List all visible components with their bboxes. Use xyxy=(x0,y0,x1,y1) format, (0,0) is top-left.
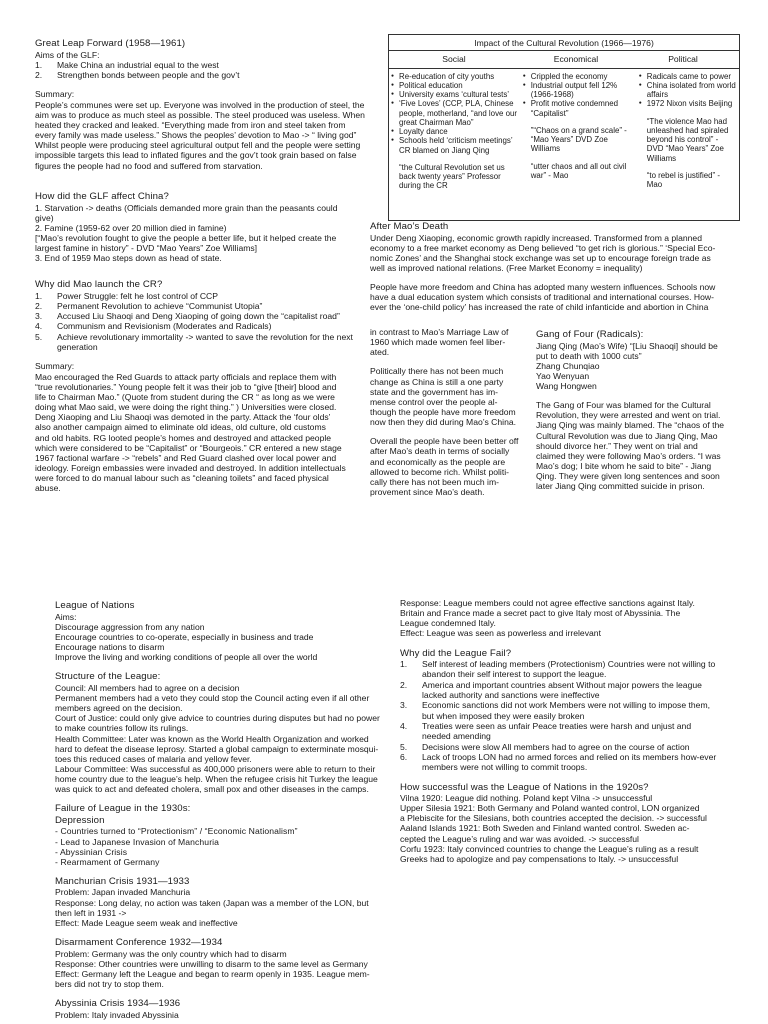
structure-heading: Structure of the League: xyxy=(55,671,161,683)
league-section xyxy=(55,600,400,1020)
why-cr-heading: Why did Mao launch the CR? xyxy=(35,279,163,290)
list-item: ● Crippled the economy xyxy=(523,72,635,81)
list-item: ● 1972 Nixon visits Beijing xyxy=(639,99,737,108)
list-item: 6. Lack of troops LON had no armed forces and relied on its members how-ever members were not willing to commit troops. xyxy=(400,751,717,773)
manchurian-text: Problem: Japan invaded Manchuria Response: Long delay, no action was taken (Japan was a member of the LON, but then left in 1931 -> Effect: Made League seem weak and ineffective xyxy=(55,887,369,928)
column-header-political: Political xyxy=(668,54,698,65)
list-item: ● Loyalty dance xyxy=(391,127,519,136)
gang-of-four-heading: Gang of Four (Radicals): xyxy=(536,329,644,340)
economical-column xyxy=(521,69,637,191)
glf-summary: People’s communes were set up. Everyone was involved in the production of steel, the aim was to produce as much steel as possible. The steel produced was useless. When heated they cracked and leaked. “Everything made from iron and steel taken from every family was made useless.” Shows the peoples’ devotion to Mao -> “ living god” Whilst people were producing steel agricultural output fell and the people were setting impossible targets this lead to inflated figures and the gov’t took grain based on false figures the people had no food and suffered from starvation. xyxy=(35,99,365,171)
list-item: ● Radicals came to power xyxy=(639,72,737,81)
list-item: ● ‘Five Loves’ (CCP, PLA, Chinese people, motherland, “and love our great Chairman Mao” xyxy=(391,99,519,127)
impact-table xyxy=(388,34,740,221)
gang-of-four-section xyxy=(536,329,741,491)
abyssinia-response: Response: League members could not agree effective sanctions against Italy. Britain and France made a secret pact to give Italy most of Abyssinia. The League condemned Italy. Effect: League was seen as powerless and irrelevant xyxy=(400,598,695,639)
glf-aims-label: Aims of the GLF: xyxy=(35,49,100,60)
why-fail-list xyxy=(400,659,720,772)
why-cr-list xyxy=(35,291,385,353)
why-cr-summary: Mao encouraged the Red Guards to attack party officials and replace them with “true revolutionaries.” Young people felt it was their job to “give [their] blood and life to Chairman Mao.” (Quote from student during the CR “ as long as we were doing what Mao said, we were doing the right thing.” ) Universities were closed. Deng Xiaoping and Liu Shaoqi was demoted in the party. Attack the ‘four olds’ also another campaign aimed to eliminate old ideas, old culture, old customs and old habits. RG looted people’s homes and destroyed and attacked people which were considered to be “Capitalist” or “Bourgeois.” CR entered a new stage 1967 factional warfare -> “rebels” and Red Guard clashed over local power and ideology. Foreign embassies were invaded and destroyed. In addition intellectuals were forced to do manual labour such as “cleaning toilets” and faced physical abuse. xyxy=(35,371,346,494)
list-item: ● Industrial output fell 12% (1966-1968) xyxy=(523,81,635,100)
glf-affect-text: 1. Starvation -> deaths (Officials demanded more grain than the peasants could give) 2. Famine (1959-62 over 20 million died in famine) [“Mao’s revolution fought to give the people a better life, but it helped create the largest famine in history” - DVD “Mao Years” Zoe Williams] 3. End of 1959 Mao steps down as head of state. xyxy=(35,202,338,264)
glf-affect-heading: How did the GLF affect China? xyxy=(35,191,169,202)
column-header-economical: Economical xyxy=(553,54,599,65)
after-mao-heading: After Mao’s Death xyxy=(370,221,449,232)
list-item: 1. Make China an industrial equal to the west xyxy=(35,59,219,70)
list-item: ● Schools held ‘criticism meetings’ CR blamed on Jiang Qing xyxy=(391,136,519,155)
list-item: 1. Power Struggle: felt he lost control of CCP xyxy=(35,290,218,301)
disarmament-text: Problem: Germany was the only country which had to disarm Response: Other countries were unwilling to disarm to the same level as Germany Effect: Germany left the League and began to rearm openly in 1935. League mem- bers did not try to stop them. xyxy=(55,948,370,989)
glf-affect-section xyxy=(35,191,375,263)
list-item: 2. America and important countries absent Without major powers the league lacked authority and sanctions were ineffective xyxy=(400,679,702,700)
list-item: 4. Communism and Revisionism (Moderates and Radicals) xyxy=(35,321,272,332)
failure-list: - Countries turned to “Protectionism” / “Economic Nationalism” - Lead to Japanese Invasion of Manchuria - Abyssinian Crisis - Rearmament of Germany xyxy=(55,826,298,867)
list-item: ● Political education xyxy=(391,81,519,90)
impact-table-title: Impact of the Cultural Revolution (1966—1976) xyxy=(389,35,739,51)
social-column xyxy=(389,69,521,191)
glf-title: Great Leap Forward (1958—1961) xyxy=(35,38,186,49)
after-mao-para-1: Under Deng Xiaoping, economic growth rapidly increased. Transformed from a planned economy to a free market economy as Deng believed “to get rich is glorious.” ‘Special Eco- nomic Zones’ and the Shanghai stock exchange was set up to encourage foreign trade as well as improved national relations. (Free Market Economy = inequality) xyxy=(370,232,716,273)
list-item: ● University exams ‘cultural tests’ xyxy=(391,90,519,99)
list-item: 2. Permanent Revolution to achieve “Communist Utopia” xyxy=(35,300,263,311)
failure-heading: Failure of League in the 1930s: xyxy=(55,803,191,815)
success-heading: How successful was the League of Nations in the 1920s? xyxy=(400,781,649,793)
column-header-social: Social xyxy=(442,54,466,65)
quote: “utter chaos and all out civil war” - Mao xyxy=(530,161,627,180)
gang-of-four-members: Jiang Qing (Mao’s Wife) “[Liu Shaoqi] should be put to death with 1000 cuts” Zhang Chunqiao Yao Wenyuan Wang Hongwen xyxy=(536,340,718,392)
abyssinia-heading: Abyssinia Crisis 1934—1936 xyxy=(55,998,181,1010)
glf-aims-list xyxy=(35,60,385,81)
structure-text: Council: All members had to agree on a decision Permanent members had a veto they could stop the Council acting even if all other members agreed on the decision. Court of Justice: could only give advice to countries during disputes but had no power to make countries follow its rulings. Health Committee: Later was known as the World Health Organization and worked hard to defeat the disease leprosy. Started a global campaign to exterminate mosqui- toes this reduced cases of malaria and yellow fever. Labour Committee: Was successful as 400,000 prisoners were able to return to their home country due to the league’s help. When the refugee crisis hit Turkey the league was quick to act and defeated cholera, small pox and other diseases in the camps. xyxy=(55,682,380,795)
after-mao-column: in contrast to Mao’s Marriage Law of 1960 which made women feel liber- ated. Politically there has not been much change as China is still a one party state and the government has im- mense control over the people al- though the people have more freedom now then they did during Mao’s China. Overall the people have been better off after Mao’s death in terms of socially and economically as the people are allowed to become rich. Whilst politi- cally there has not been much im- provement since Mao’s death. xyxy=(370,327,519,497)
success-text: Vilna 1920: League did nothing. Poland kept Vilna -> unsuccessful Upper Silesia 1921: Both Germany and Poland wanted control, LON organized a Plebiscite for the Silesians, both countries accepted the decision. -> successful Aaland Islands 1921: Both Sweden and Finland wanted control. Sweden ac- cepted the League’s ruling and war was avoided. -> successful Corfu 1923: Italy convinced countries to change the League’s ruling as a result Greeks had to apologize and pay compensations to Italy. -> unsuccessful xyxy=(400,793,707,864)
quote: “The violence Mao had unleashed had spiraled beyond his control” - DVD “Mao Years” Zoe Williams xyxy=(646,116,729,163)
list-item: 1. Self interest of leading members (Protectionism) Countries were not willing to abandon their self interest to support the league. xyxy=(400,659,716,680)
list-item: ● China isolated from world affairs xyxy=(639,81,737,100)
league-aims: Discourage aggression from any nation Encourage countries to co-operate, especially in business and trade Encourage nations to disarm Improve the living and working conditions of people all over the world xyxy=(55,621,318,663)
gang-of-four-text: The Gang of Four was blamed for the Cultural Revolution, they were arrested and went on trial. Jiang Qing was mainly blamed. The “chaos of the Cultural Revolution was due to Jiang Qing, Mao should divorce her.” They went on trial and claimed they were following Mao’s orders. “I was Mao’s dog; I bite whom he said to bite” - Jiang Qing. They were given long sentences and soon later Jiang Qing committed suicide in prison. xyxy=(536,400,725,492)
quote: “the Cultural Revolution set us back twenty years” Professor during the CR xyxy=(399,162,505,191)
list-item: 5. Achieve revolutionary immortality -> wanted to save the revolution for the next generation xyxy=(35,331,353,353)
political-column xyxy=(637,69,739,191)
quote: ”“Chaos on a grand scale” - “Mao Years” DVD Zoe Williams xyxy=(530,125,627,154)
list-item: ● Profit motive condemned “Capitalist” xyxy=(523,99,635,118)
glf-summary-label: Summary: xyxy=(35,89,75,100)
list-item: ● Re-education of city youths xyxy=(391,72,519,81)
glf-section xyxy=(35,38,385,171)
why-cr-summary-label: Summary: xyxy=(35,361,75,372)
manchurian-heading: Manchurian Crisis 1931—1933 xyxy=(55,875,190,887)
list-item: 3. Economic sanctions did not work Members were not willing to impose them, but when imposed they were easily broken xyxy=(400,700,711,721)
league-title: League of Nations xyxy=(55,600,135,611)
list-item: 5. Decisions were slow All members had to agree on the course of action xyxy=(400,741,690,752)
league-right-section xyxy=(400,598,720,864)
quote: “to rebel is justified” - Mao xyxy=(646,170,720,190)
impact-table-header xyxy=(389,51,739,68)
after-mao-para-2: People have more freedom and China has adopted many western influences. Schools now have a dual education system which consists of traditional and international courses. How- ever the ‘one-child policy’ has increased the rate of child infanticide and abortion in China xyxy=(370,282,716,313)
impact-table-body xyxy=(389,69,739,191)
list-item: 2. Strengthen bonds between people and the gov’t xyxy=(35,70,240,81)
depression-label: Depression xyxy=(55,814,105,826)
list-item: 3. Accused Liu Shaoqi and Deng Xiaoping of going down the “capitalist road” xyxy=(35,311,340,322)
league-aims-label: Aims: xyxy=(55,611,77,622)
list-item: 4. Treaties were seen as unfair Peace treaties were harsh and unjust and needed amending xyxy=(400,720,692,742)
why-cr-section xyxy=(35,279,385,493)
why-fail-heading: Why did the League Fail? xyxy=(400,647,512,659)
disarmament-heading: Disarmament Conference 1932—1934 xyxy=(55,937,223,949)
after-mao-section xyxy=(370,221,738,312)
abyssinia-problem: Problem: Italy invaded Abyssinia xyxy=(55,1009,179,1020)
